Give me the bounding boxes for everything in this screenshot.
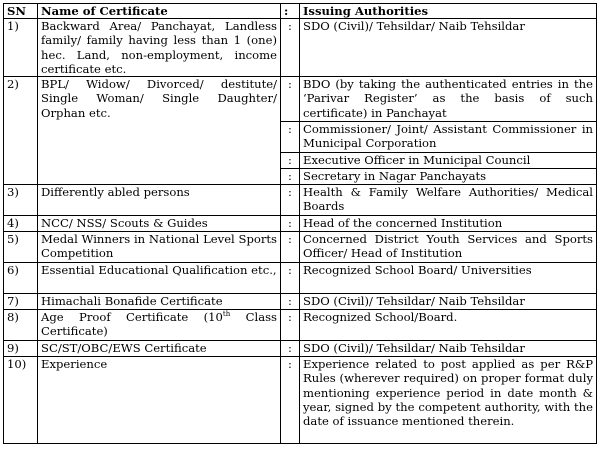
certificate-table [3,3,597,444]
separator: : [281,153,300,169]
table-row [4,310,597,341]
certificate-name: Experience [38,357,281,444]
separator: : [281,294,300,310]
certificate-name-header: Name of Certificate [38,4,281,19]
table-row [4,263,597,294]
issuing-authority: Recognized School/Board. [300,310,597,341]
row-sn: 5) [4,232,38,263]
table-header-row [4,4,597,19]
certificate-name: Essential Educational Qualification etc., [38,263,281,294]
issuing-authority: SDO (Civil)/ Tehsildar/ Naib Tehsildar [300,294,597,310]
row-sn: 10) [4,357,38,444]
table-row [4,232,597,263]
separator: : [281,310,300,341]
certificate-name [38,310,281,341]
separator: : [281,341,300,357]
certificate-name-part: Age Proof Certificate (10 [41,310,223,325]
row-sn: 2) [4,77,38,185]
separator: : [281,169,300,185]
separator: : [281,216,300,232]
sn-header: SN [4,4,38,19]
table-row [4,77,597,122]
row-sn: 9) [4,341,38,357]
row-sn: 8) [4,310,38,341]
issuing-authority: SDO (Civil)/ Tehsildar/ Naib Tehsildar [300,341,597,357]
issuing-authority: Recognized School Board/ Universities [300,263,597,294]
certificate-name: Medal Winners in National Level Sports Competition [38,232,281,263]
issuing-authority: Executive Officer in Municipal Council [300,153,597,169]
separator: : [281,263,300,294]
separator: : [281,232,300,263]
issuing-authority: Concerned District Youth Services and Sports Officer/ Head of Institution [300,232,597,263]
issuing-authority: Commissioner/ Joint/ Assistant Commissioner in Municipal Corporation [300,122,597,153]
table-row [4,19,597,77]
issuing-authority: SDO (Civil)/ Tehsildar/ Naib Tehsildar [300,19,597,77]
separator: : [281,122,300,153]
separator: : [281,185,300,216]
certificate-name: SC/ST/OBC/EWS Certificate [38,341,281,357]
separator: : [281,19,300,77]
issuing-authority: Experience related to post applied as per R&P Rules (wherever required) on proper format duly mentioning experience period in date month & year, signed by the competent authority, with the date of issuance mentioned therein. [300,357,597,444]
certificate-name: Differently abled persons [38,185,281,216]
certificate-name-part: Class Certificate) [41,310,278,339]
certificate-name: Himachali Bonafide Certificate [38,294,281,310]
row-sn: 7) [4,294,38,310]
issuing-authority: Head of the concerned Institution [300,216,597,232]
certificate-name: Backward Area/ Panchayat, Landless family/ family having less than 1 (one) hec. Land, non-employment, income certificate etc. [38,19,281,77]
issuing-authority: BDO (by taking the authenticated entries in the ‘Parivar Register’ as the basis of such certificate) in Panchayat [300,77,597,122]
row-sn: 4) [4,216,38,232]
table-row [4,341,597,357]
table-row [4,357,597,444]
superscript-suffix: th [222,310,231,319]
separator-header: : [281,4,300,19]
separator: : [281,357,300,444]
row-sn: 3) [4,185,38,216]
row-sn: 6) [4,263,38,294]
issuing-authority: Secretary in Nagar Panchayats [300,169,597,185]
separator: : [281,77,300,122]
issuing-authority: Health & Family Welfare Authorities/ Medical Boards [300,185,597,216]
certificate-name: BPL/ Widow/ Divorced/ destitute/ Single Woman/ Single Daughter/ Orphan etc. [38,77,281,185]
table-row [4,185,597,216]
issuing-authority-header: Issuing Authorities [300,4,597,19]
row-sn: 1) [4,19,38,77]
table-row [4,294,597,310]
certificate-name: NCC/ NSS/ Scouts & Guides [38,216,281,232]
table-row [4,216,597,232]
